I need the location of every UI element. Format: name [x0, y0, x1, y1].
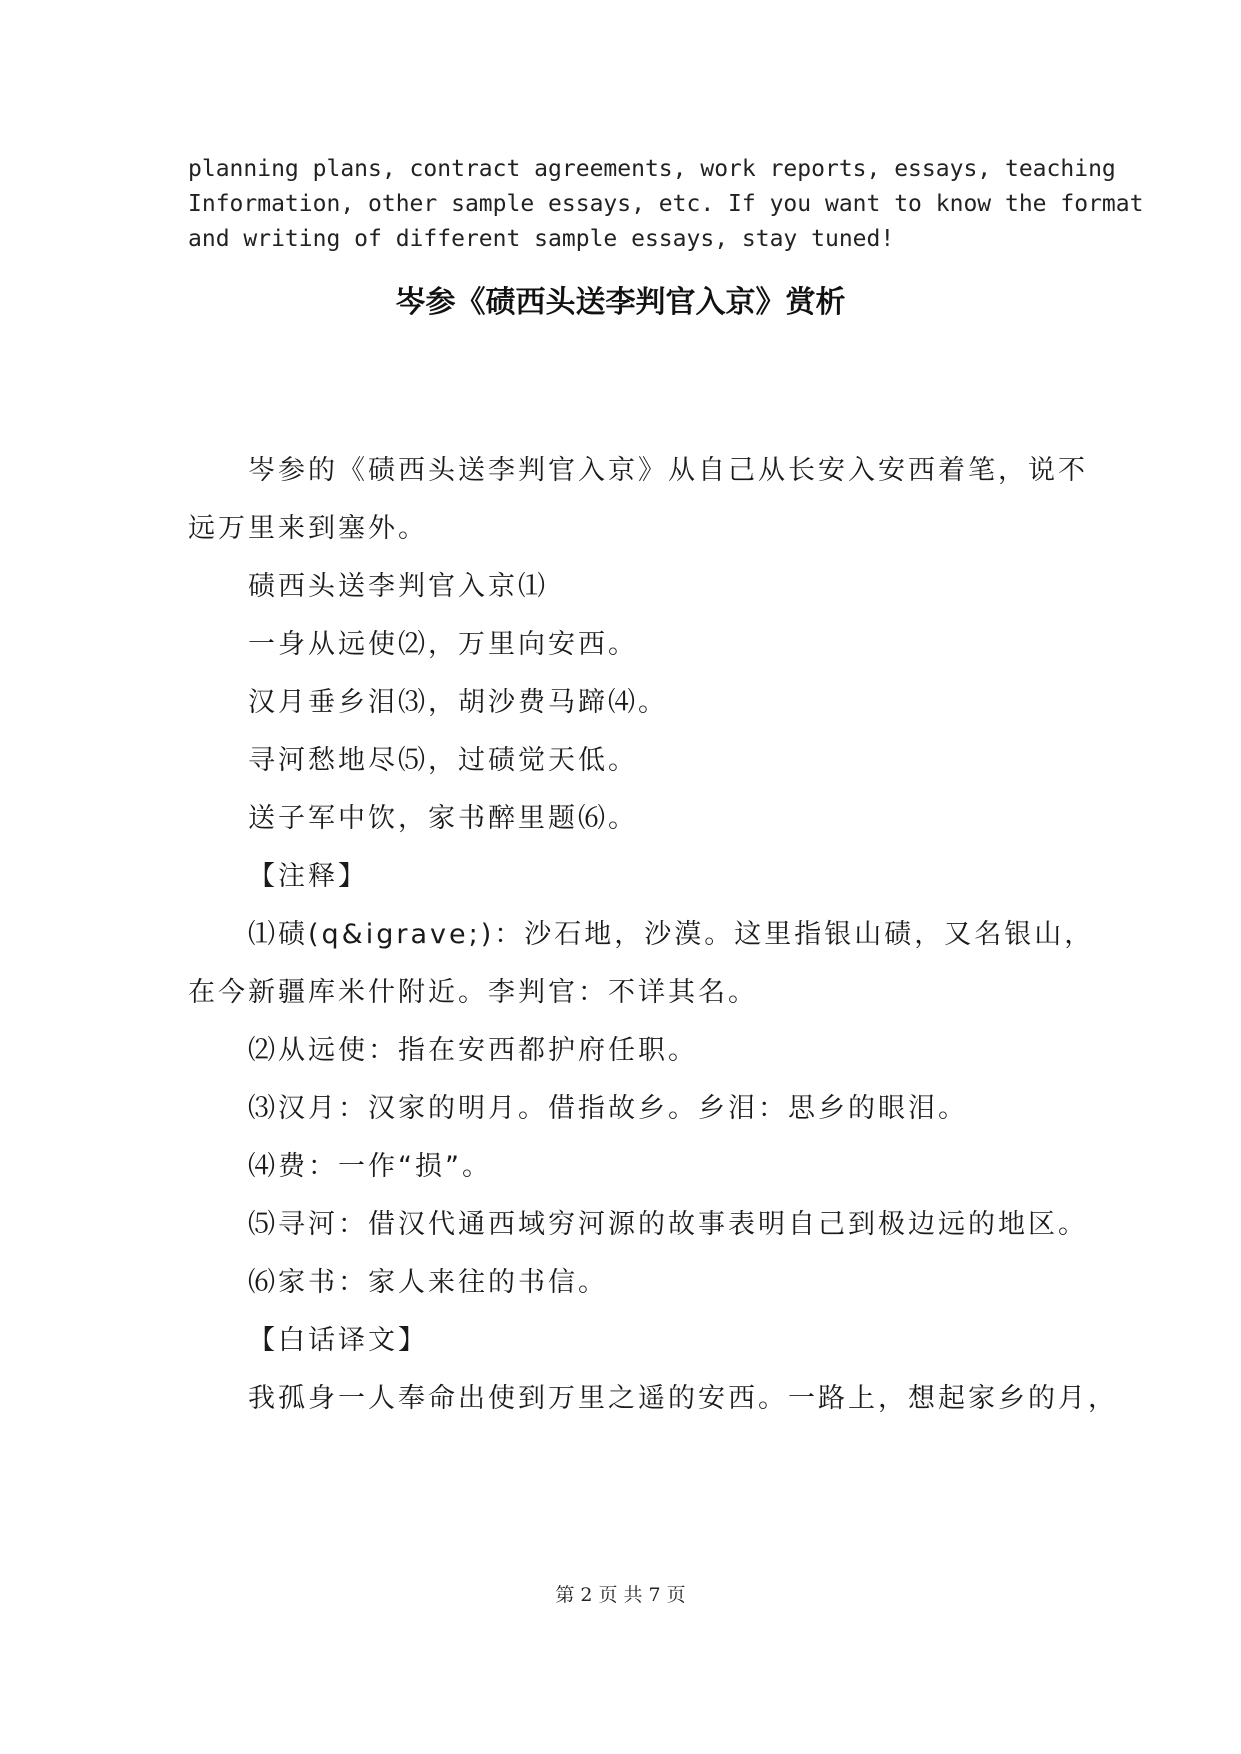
poem-line: 一身从远使⑵，万里向安西。	[248, 629, 638, 660]
note-item: ⑷费：一作“损”。	[248, 1151, 492, 1182]
note-item: 在今新疆库米什附近。李判官：不详其名。	[188, 977, 758, 1008]
note-item: ⑹家书：家人来往的书信。	[248, 1267, 608, 1298]
intro-text	[188, 152, 1144, 257]
section-heading-notes: 【注释】	[248, 861, 368, 892]
note-item: ⑸寻河：借汉代通西域穷河源的故事表明自己到极边远的地区。	[248, 1209, 1088, 1240]
note-item: ⑶汉月：汉家的明月。借指故乡。乡泪：思乡的眼泪。	[248, 1093, 968, 1124]
poem-title: 碛西头送李判官入京⑴	[248, 571, 548, 602]
poem-line: 汉月垂乡泪⑶，胡沙费马蹄⑷。	[248, 687, 668, 718]
intro-line: and writing of different sample essays, stay tuned!	[188, 226, 895, 252]
intro-line: Information, other sample essays, etc. If you want to know the format	[188, 191, 1144, 217]
paragraph: 岑参的《碛西头送李判官入京》从自己从长安入安西着笔，说不	[248, 455, 1088, 486]
poem-line: 寻河愁地尽⑸，过碛觉天低。	[248, 745, 638, 776]
page-footer: 第 2 页 共 7 页	[555, 1584, 686, 1606]
note-item: ⑵从远使：指在安西都护府任职。	[248, 1035, 698, 1066]
paragraph: 我孤身一人奉命出使到万里之遥的安西。一路上，想起家乡的月，	[248, 1383, 1118, 1414]
article-title: 岑参《碛西头送李判官入京》赏析	[395, 285, 846, 320]
note-item: ⑴碛(q&igrave;)：沙石地，沙漠。这里指银山碛，又名银山，	[248, 919, 1095, 950]
section-heading-translation: 【白话译文】	[248, 1325, 428, 1356]
intro-line: planning plans, contract agreements, work reports, essays, teaching	[188, 156, 1116, 182]
paragraph: 远万里来到塞外。	[188, 513, 428, 544]
poem-line: 送子军中饮，家书醉里题⑹。	[248, 803, 638, 834]
